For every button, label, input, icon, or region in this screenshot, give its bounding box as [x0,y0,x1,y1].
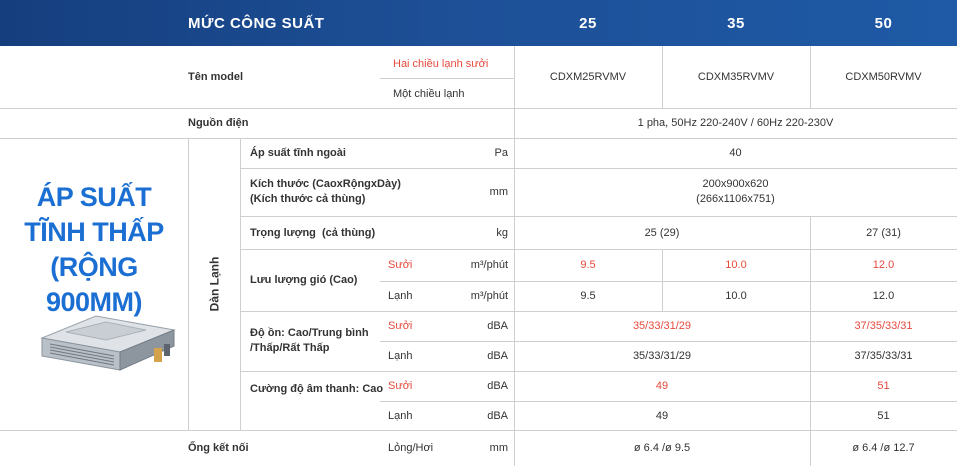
sound-power-heat-label: Sưởi [388,380,413,392]
noise-cool-label: Lạnh [388,350,413,362]
noise-cool-unit: dBA [487,350,508,362]
promo-title: ÁP SUẤT TĨNH THẤP (RỘNG 900MM) [24,181,164,317]
airflow-heat-unit: m³/phút [470,259,508,271]
power-value: 1 pha, 50Hz 220-240V / 60Hz 220-230V [637,117,834,129]
airflow-cool-label: Lạnh [388,290,413,302]
static-pressure-unit: Pa [494,147,508,159]
noise-heat-unit: dBA [487,320,508,332]
capacity-25-header: 25 [579,14,597,32]
airflow-heat-25: 9.5 [580,259,596,271]
noise-heat-50: 37/35/33/31 [854,320,913,332]
sound-power-cool-unit: dBA [487,409,508,422]
dimensions-unit: mm [489,186,508,198]
sound-power-cool-50: 51 [877,409,890,422]
capacity-header-title: MỨC CÔNG SUẤT [188,14,325,32]
model-35-value: CDXM35RVMV [697,71,775,83]
piping-value-25-35: ø 6.4 /ø 9.5 [633,442,691,454]
piping-sub-label: Lỏng/Hơi [388,442,434,454]
power-label: Nguồn điện [188,117,249,129]
sound-power-heat-unit: dBA [487,380,508,392]
indoor-unit-label: Dàn Lạnh [207,256,222,312]
weight-unit: kg [496,226,508,239]
sound-power-cool-label: Lạnh [388,409,413,422]
noise-cool-50: 37/35/33/31 [854,350,913,362]
airflow-cool-25: 9.5 [580,290,596,302]
airflow-heat-50: 12.0 [872,259,895,271]
static-pressure-value: 40 [729,147,742,159]
piping-value-50: ø 6.4 /ø 12.7 [852,442,915,454]
noise-heat-25-35: 35/33/31/29 [632,320,692,332]
dimensions-value: 200x900x620 (266x1106x751) [696,178,775,205]
airflow-cool-unit: m³/phút [470,290,508,302]
noise-heat-label: Sưởi [388,320,413,332]
capacity-50-header: 50 [874,14,893,32]
ducted-indoor-unit-image [36,306,178,372]
sound-power-heat-50: 51 [877,380,890,392]
cool-only-label: Một chiều lạnh [393,88,465,100]
model-label: Tên model [188,71,244,83]
capacity-35-header: 35 [727,14,745,32]
indoor-unit-section [188,138,240,430]
model-50-value: CDXM50RVMV [845,71,922,83]
heat-pump-label: Hai chiều lạnh sưởi [393,58,489,70]
airflow-label: Lưu lượng gió (Cao) [250,274,358,286]
piping-unit: mm [489,442,508,454]
noise-cool-25-35: 35/33/31/29 [632,350,692,362]
weight-label: Trọng lượng (cả thùng) [250,226,376,239]
model-25-value: CDXM25RVMV [549,71,627,83]
weight-value-50: 27 (31) [866,226,901,239]
weight-value-25-35: 25 (29) [644,226,680,239]
airflow-cool-35: 10.0 [725,290,747,302]
airflow-cool-50: 12.0 [872,290,895,302]
sound-power-cool-25-35: 49 [655,409,669,422]
airflow-heat-label: Sưởi [388,259,413,271]
dimensions-label: Kích thước (CaoxRộngxDày) (Kích thước cả thùng) [250,178,401,205]
noise-label: Độ ồn: Cao/Trung bình /Thấp/Rất Thấp [250,327,369,354]
airflow-heat-35: 10.0 [725,259,747,271]
sound-power-heat-25-35: 49 [655,380,669,392]
capacity-header-bar [0,0,957,46]
static-pressure-label: Áp suất tĩnh ngoài [250,147,346,159]
sound-power-label: Cường độ âm thanh: Cao [250,383,384,395]
piping-label: Ống kết nối [188,442,249,454]
